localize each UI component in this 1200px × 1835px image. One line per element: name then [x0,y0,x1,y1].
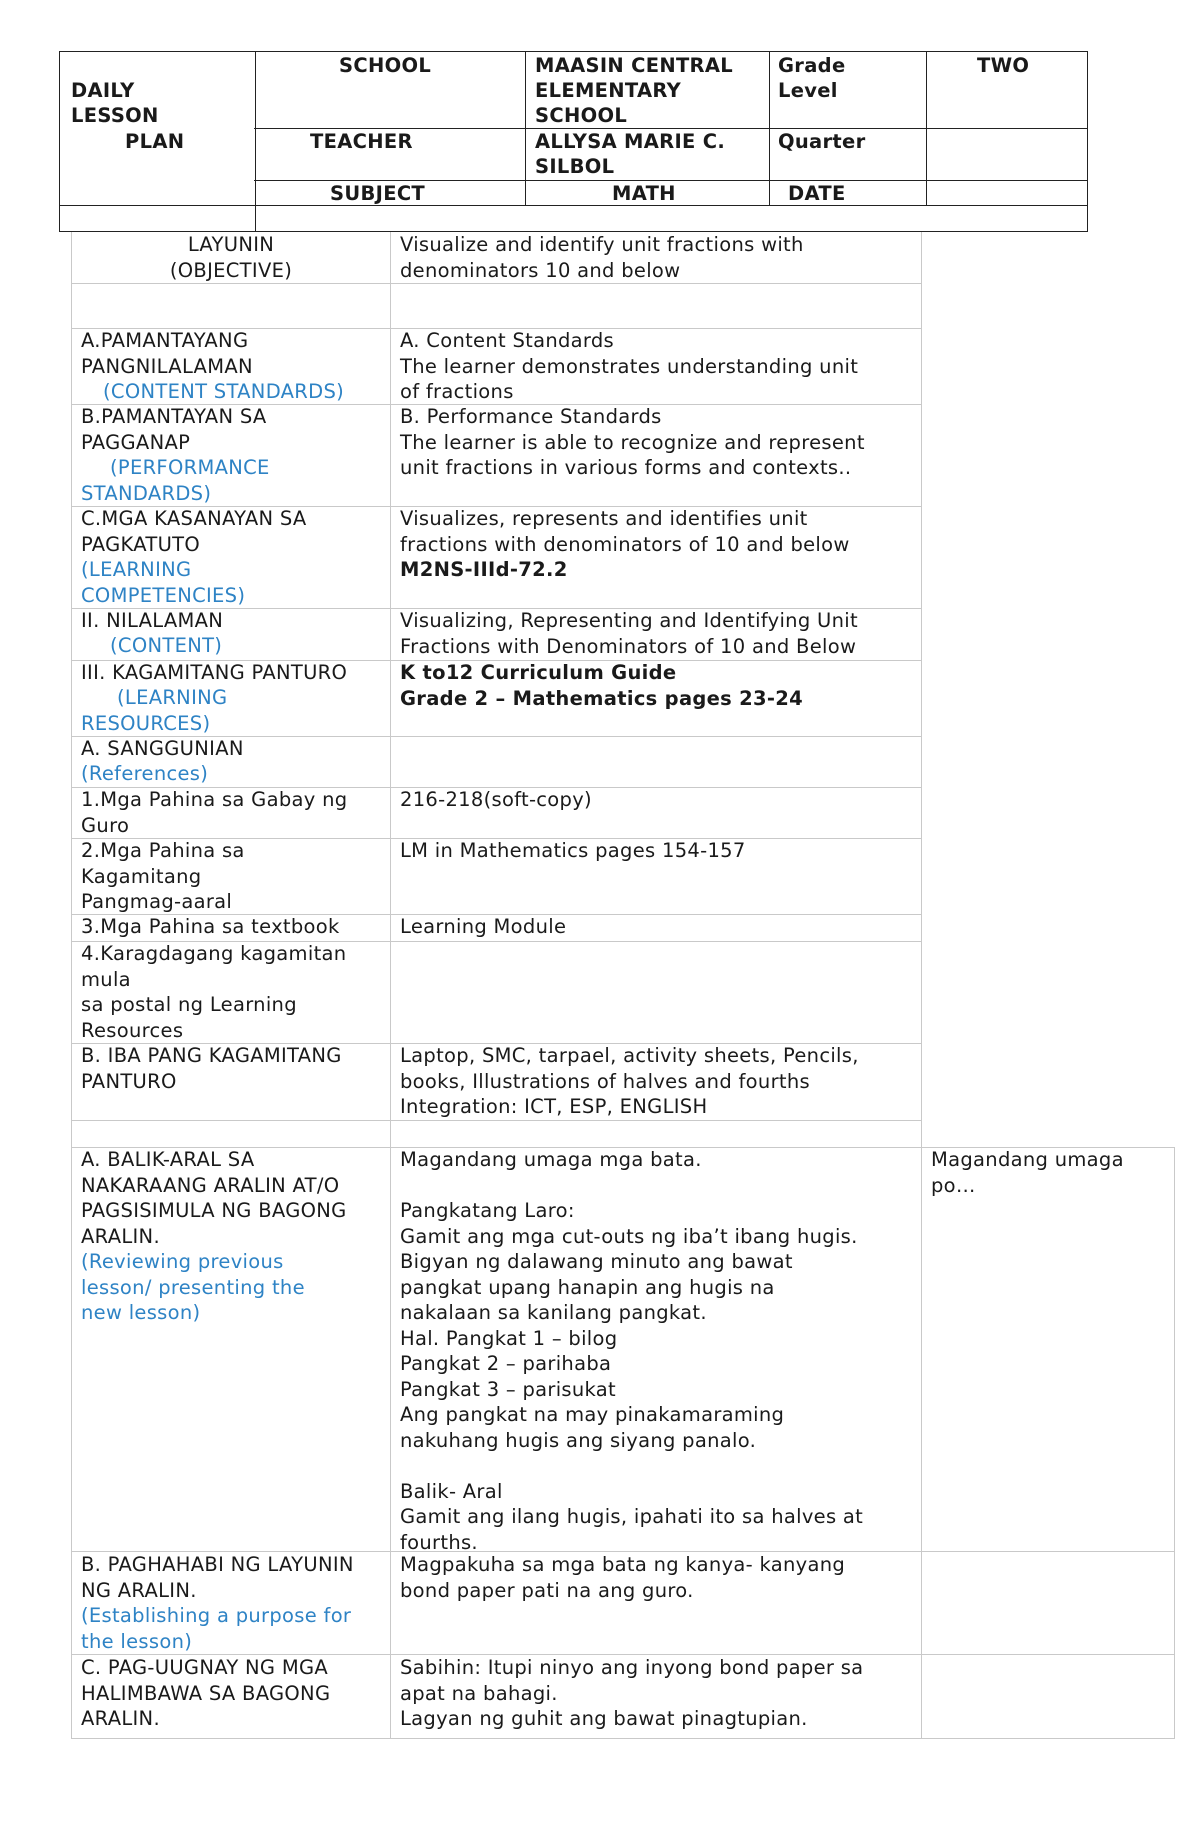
examples-lesson-label: C. PAG-UUGNAY NG MGA HALIMBAWA SA BAGONG ARALIN. [81,1656,331,1730]
learning-competencies-sub: (LEARNING COMPETENCIES) [81,558,246,607]
lesson-plan-title-line3: PLAN [125,130,185,153]
content-standards-text: A. Content Standards The learner demonstrates understanding unit of fractions [400,329,859,403]
learning-competencies-label: C.MGA KASANAYAN SA PAGKATUTO [81,507,307,556]
review-lesson-pupil-response: Magandang umaga po… [931,1148,1124,1197]
objective-text: Visualize and identify unit fractions with denominators 10 and below [400,233,804,282]
purpose-lesson-label: B. PAGHAHABI NG LAYUNIN NG ARALIN. [81,1553,354,1602]
content-sub: (CONTENT) [110,634,223,657]
learning-resources-label: III. KAGAMITANG PANTURO [81,661,348,684]
review-lesson-teacher-activity: Magandang umaga mga bata. Pangkatang Laro: Gamit ang mga cut-outs ng iba’t ibang hugis. Bigyan ng dalawang minuto ang bawat pangkat upang hanapin ang hugis na nakalaan sa kanilang pangkat. Hal. Pangkat 1 – bilog Pangkat 2 – parihaba Pangkat 3 – parisukat Ang pangkat na may pinakamaraming nakuhang hugis ang siyang panalo. Balik- Aral Gamit ang ilang hugis, ipahati ito sa halves at fourths. [400,1148,864,1554]
content-standards-sub: (CONTENT STANDARDS) [103,380,345,403]
performance-standards-text: B. Performance Standards The learner is able to recognize and represent unit fractions in various forms and contexts.. [400,405,865,479]
subject-value: MATH [612,182,676,205]
performance-standards-sub: (PERFORMANCE STANDARDS) [81,456,270,505]
learning-competencies-text: Visualizes, represents and identifies unit fractions with denominators of 10 and below [400,507,850,556]
grade-level-label: Grade Level [778,54,846,102]
content-text: Visualizing, Representing and Identifying Unit Fractions with Denominators of 10 and Below [400,609,858,658]
quarter-label: Quarter [778,130,866,153]
school-label: SCHOOL [339,54,432,77]
performance-standards-label: B.PAMANTAYAN SA PAGGANAP [81,405,267,454]
teacher-guide-pages-label: 1.Mga Pahina sa Gabay ng Guro [81,788,348,837]
purpose-lesson-teacher-activity: Magpakuha sa mga bata ng kanya- kanyang bond paper pati na ang guro. [400,1553,846,1602]
subject-label: SUBJECT [330,182,426,205]
curriculum-guide-text: K to12 Curriculum Guide Grade 2 – Mathematics pages 23-24 [400,661,804,710]
header-divider [926,52,927,205]
review-lesson-label: A. BALIK-ARAL SA NAKARAANG ARALIN AT/O PAGSISIMULA NG BAGONG ARALIN. [81,1148,347,1248]
additional-materials-label: 4.Karagdagang kagamitan mula sa postal ng Learning Resources [81,942,347,1042]
content-standards-label: A.PAMANTAYANG PANGNILALAMAN [81,329,253,378]
grade-level-value: TWO [977,54,1030,77]
teacher-guide-pages-value: 216-218(soft-copy) [400,788,592,811]
teacher-label: TEACHER [310,130,413,153]
date-label: DATE [788,182,846,205]
examples-lesson-teacher-activity: Sabihin: Itupi ninyo ang inyong bond paper sa apat na bahagi. Lagyan ng guhit ang bawat pinagtupian. [400,1656,864,1730]
header-divider [255,52,256,231]
competency-code: M2NS-IIId-72.2 [400,558,568,581]
learner-material-pages-label: 2.Mga Pahina sa Kagamitang Pangmag-aaral [81,839,245,913]
other-materials-label: B. IBA PANG KAGAMITANG PANTURO [81,1044,342,1093]
review-lesson-sub: (Reviewing previous lesson/ presenting the new lesson) [81,1250,305,1324]
content-label: II. NILALAMAN [81,609,224,632]
other-materials-text: Laptop, SMC, tarpael, activity sheets, Pencils, books, Illustrations of halves and fourths Integration: ICT, ESP, ENGLISH [400,1044,859,1118]
header-divider [525,52,526,205]
textbook-pages-label: 3.Mga Pahina sa textbook [81,915,340,938]
references-label: A. SANGGUNIAN [81,737,244,760]
textbook-pages-value: Learning Module [400,915,567,938]
header-divider [60,205,1087,206]
lesson-plan-title-line1: DAILY [71,79,135,102]
objective-label: LAYUNIN (OBJECTIVE) [169,233,293,282]
school-value: MAASIN CENTRAL ELEMENTARY SCHOOL [535,54,733,127]
header-divider [769,52,770,205]
purpose-lesson-sub: (Establishing a purpose for the lesson) [81,1604,352,1653]
learning-resources-sub: (LEARNING RESOURCES) [81,686,228,735]
learner-material-pages-value: LM in Mathematics pages 154-157 [400,839,746,862]
teacher-value: ALLYSA MARIE C. SILBOL [535,130,726,178]
references-sub: (References) [81,762,209,785]
lesson-plan-title-line2: LESSON [71,104,159,127]
